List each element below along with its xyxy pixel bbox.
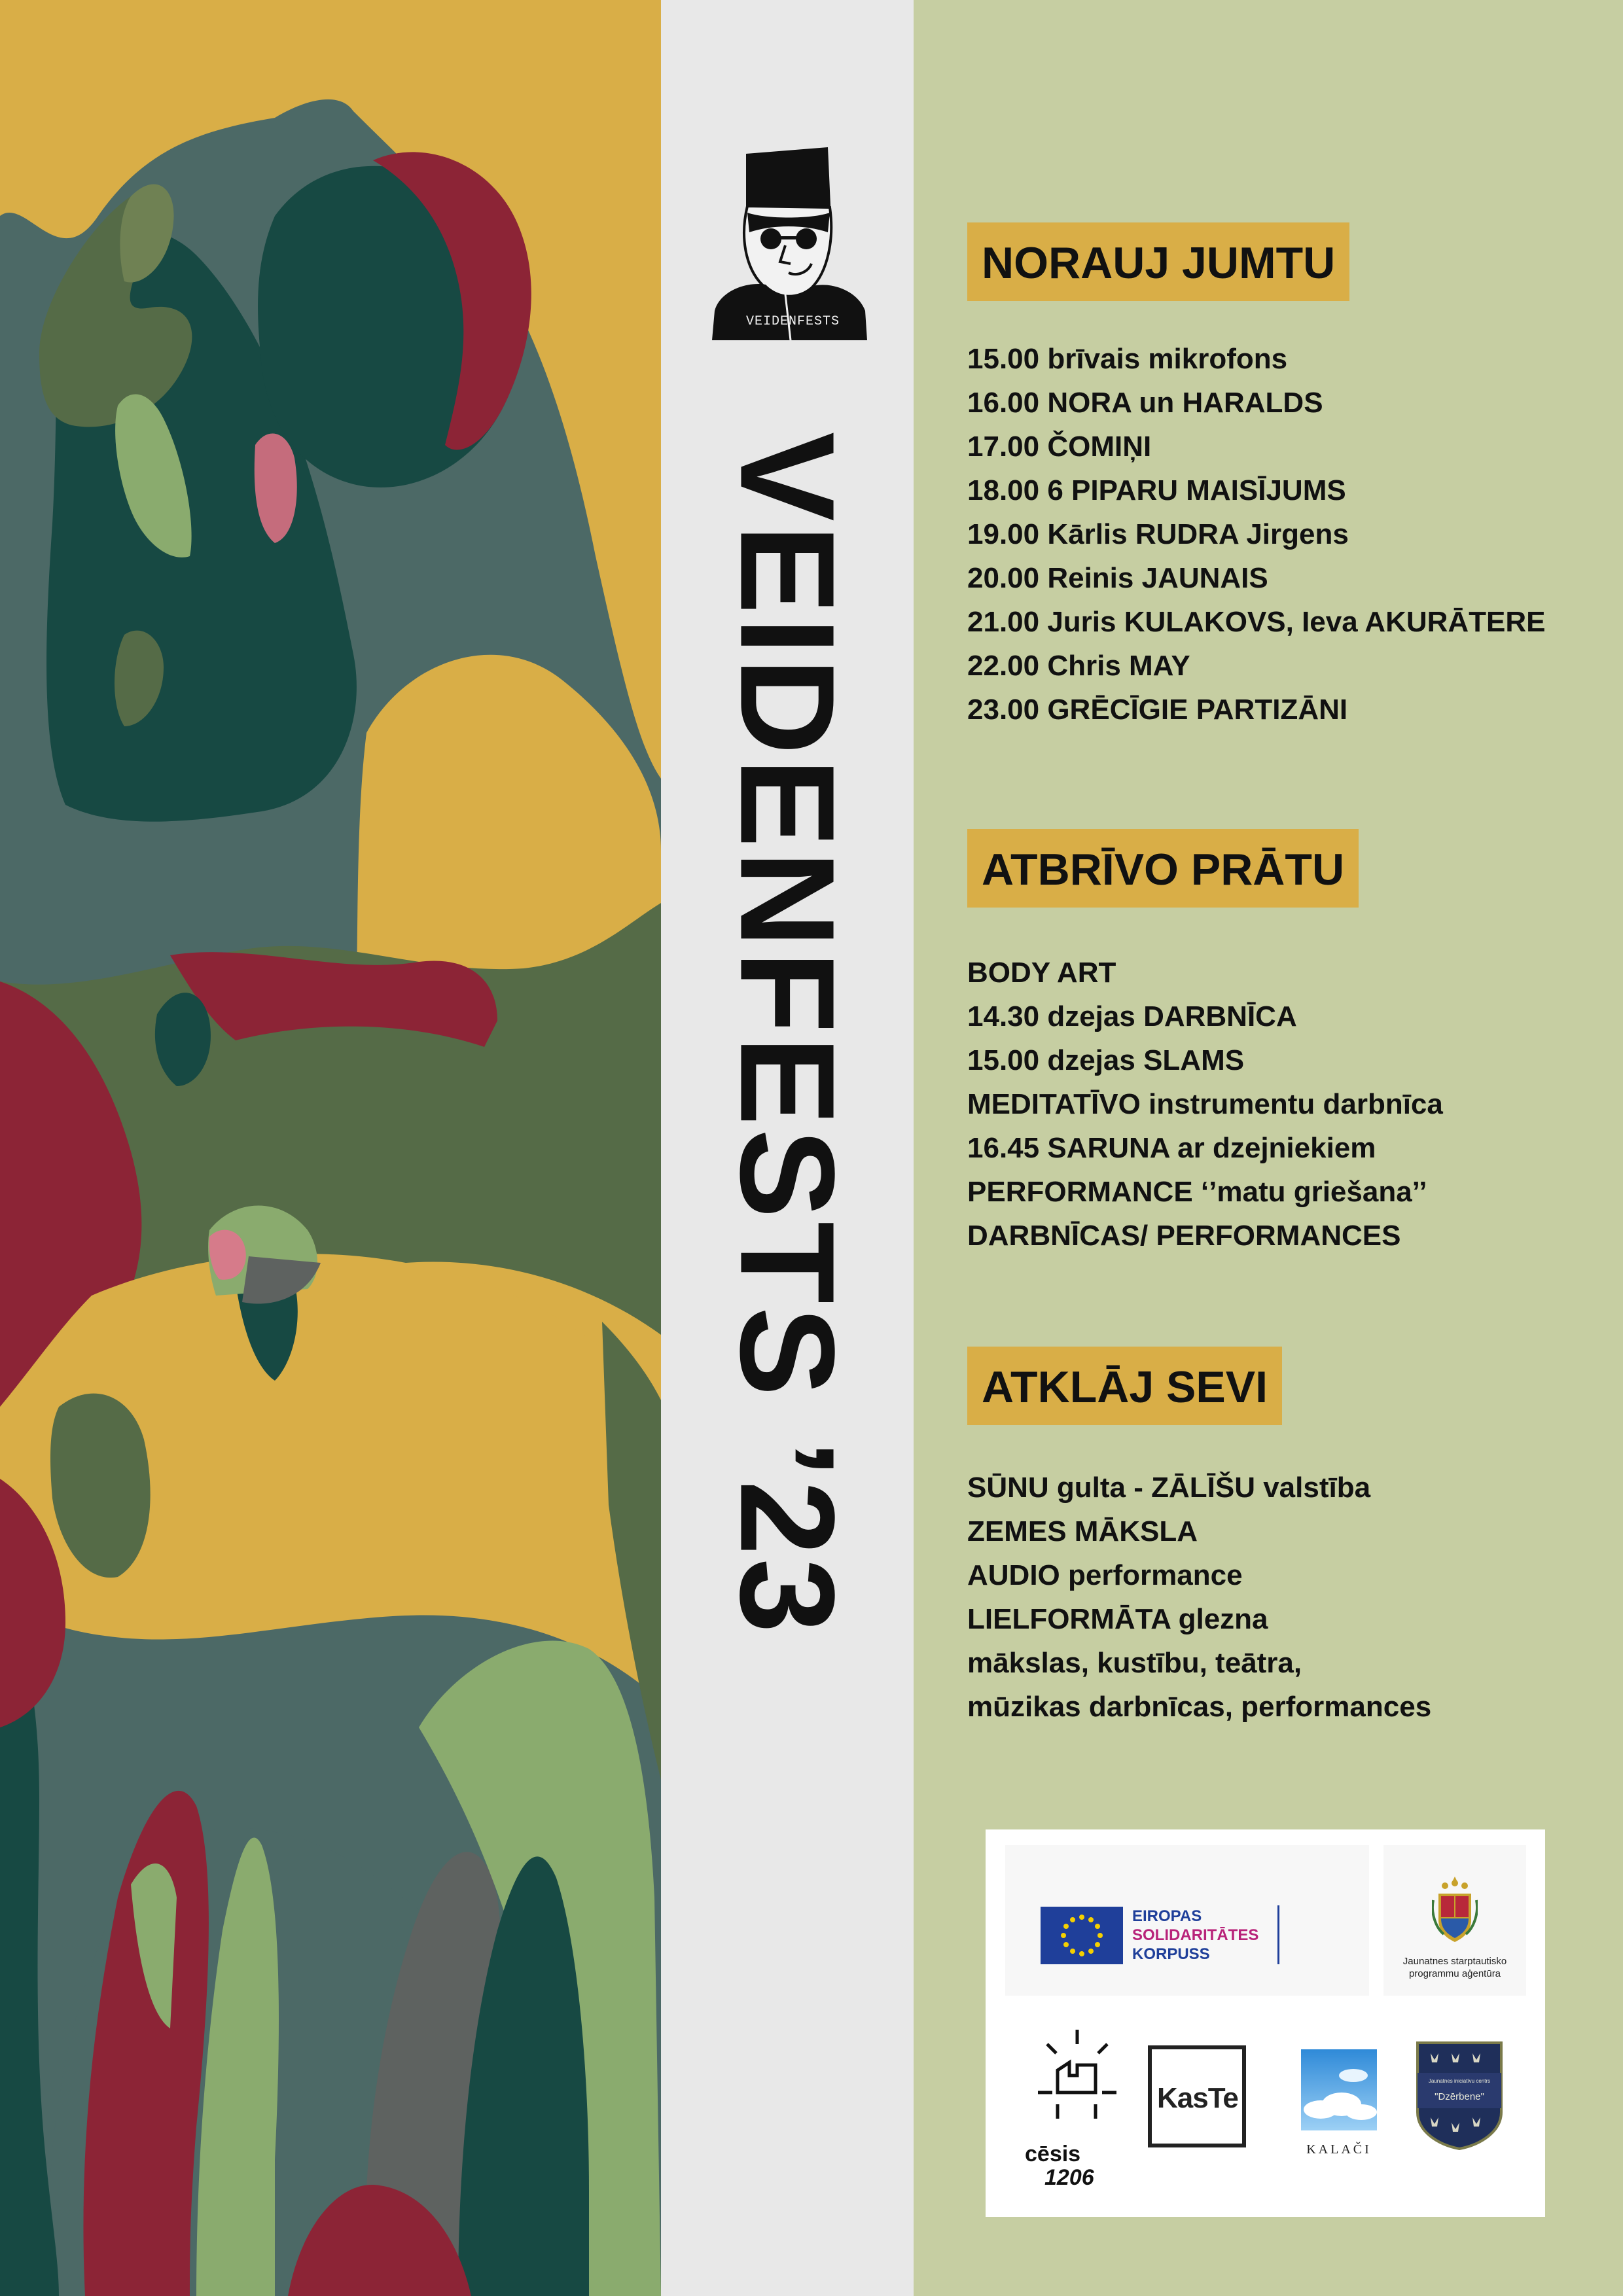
list-item: SŪNU gulta - ZĀLĪŠU valstība [967, 1472, 1371, 1504]
list-item: 19.00 Kārlis RUDRA Jirgens [967, 518, 1349, 550]
coat-of-arms-icon [1432, 1874, 1478, 1946]
dzerbene-line-1: Jaunatnes iniciatīvu centrs [1428, 2078, 1491, 2084]
list-item: BODY ART [967, 957, 1116, 989]
list-item: LIELFORMĀTA glezna [967, 1603, 1268, 1635]
kaste-wordmark: KasTe [1157, 2082, 1238, 2114]
list-item: 22.00 Chris MAY [967, 650, 1190, 682]
logo-cesis-1206 [1005, 2014, 1136, 2210]
kalaci-wordmark: KALAČI [1306, 2142, 1372, 2157]
logo-kaste [1148, 2045, 1246, 2147]
dzerbene-line-2: "Dzērbene" [1435, 2091, 1484, 2102]
list-item: DARBNĪCAS/ PERFORMANCES [967, 1220, 1401, 1252]
jspa-line-2: programmu aģentūra [1408, 1968, 1501, 1979]
list-item: AUDIO performance [967, 1559, 1243, 1591]
jspa-line-1: Jaunatnes starptautisko [1402, 1956, 1507, 1967]
cesis-year: 1206 [1044, 2165, 1094, 2190]
mascot-label: VEIDENFESTS [746, 314, 840, 329]
schedule-list-music [967, 337, 1546, 732]
list-item: 17.00 ČOMIŅI [967, 431, 1152, 463]
heading-atbrivo-pratu: ATBRĪVO PRĀTU [967, 829, 1359, 908]
logo-jspa [1383, 1845, 1526, 1996]
mascot-portrait-icon [707, 147, 870, 340]
schedule-list-mind [967, 951, 1443, 1258]
list-item: PERFORMANCE ‘’matu griešana’’ [967, 1176, 1427, 1208]
logo-kalaci [1300, 2049, 1378, 2164]
list-item: ZEMES MĀKSLA [967, 1515, 1198, 1547]
list-item: 15.00 dzejas SLAMS [967, 1044, 1245, 1076]
list-item: MEDITATĪVO instrumentu darbnīca [967, 1088, 1443, 1120]
sponsor-logos [986, 1829, 1545, 2217]
logo-european-solidarity-corps [1005, 1845, 1369, 1996]
sky-clouds-icon [1301, 2049, 1377, 2130]
esk-line-2: SOLIDARITĀTES [1132, 1926, 1259, 1944]
heading-atklaj-sevi: ATKLĀJ SEVI [967, 1347, 1282, 1425]
eu-flag-icon [1041, 1907, 1123, 1964]
list-item: 16.00 NORA un HARALDS [967, 387, 1323, 419]
list-item: 23.00 GRĒCĪGIE PARTIZĀNI [967, 694, 1348, 726]
list-item: 16.45 SARUNA ar dzejniekiem [967, 1132, 1376, 1164]
list-item: 21.00 Juris KULAKOVS, Ieva AKURĀTERE [967, 606, 1546, 638]
schedule-list-self [967, 1466, 1431, 1729]
esk-divider [1277, 1905, 1279, 1964]
list-item: 14.30 dzejas DARBNĪCA [967, 1000, 1297, 1033]
list-item: mākslas, kustību, teātra, [967, 1647, 1302, 1679]
festival-title-text: VEIDENFESTS ’23 [712, 432, 863, 1636]
house-outline-icon [1038, 2027, 1116, 2132]
mascot-logo [707, 147, 870, 340]
list-item: 20.00 Reinis JAUNAIS [967, 562, 1268, 594]
abstract-artwork [0, 0, 661, 2296]
heading-norauj-jumtu: NORAUJ JUMTU [967, 222, 1349, 301]
list-item: mūzikas darbnīcas, performances [967, 1691, 1432, 1723]
list-item: 18.00 6 PIPARU MAISĪJUMS [967, 474, 1346, 506]
cesis-name: cēsis [1025, 2142, 1081, 2166]
esk-line-1: EIROPAS [1132, 1907, 1202, 1925]
esk-line-3: KORPUSS [1132, 1945, 1210, 1963]
logo-dzerbene [1415, 2040, 1504, 2151]
list-item: 15.00 brīvais mikrofons [967, 343, 1288, 375]
